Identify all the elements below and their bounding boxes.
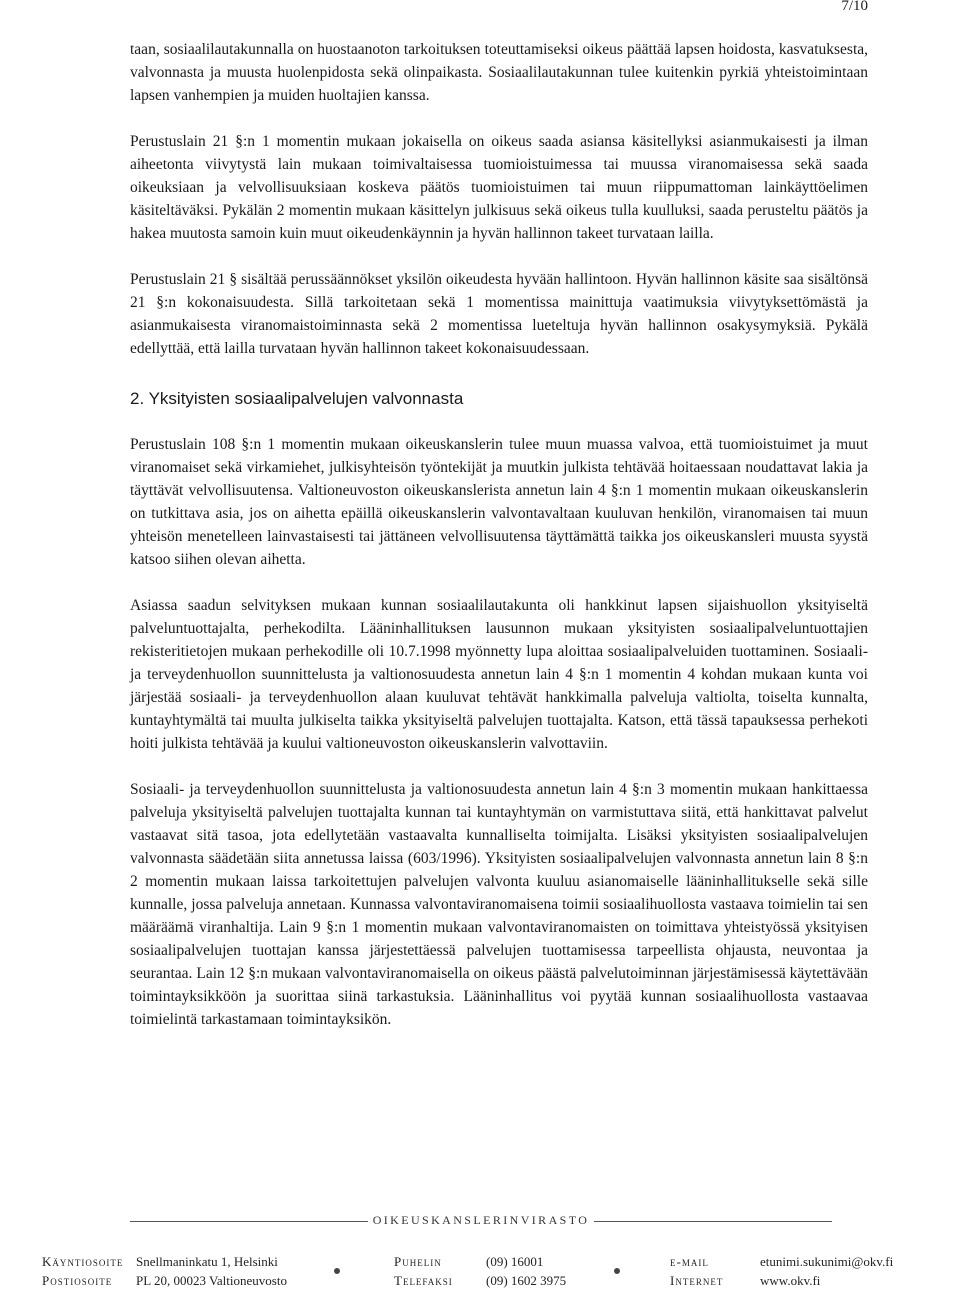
postal-address-label: Postiosoite [42,1273,113,1288]
paragraph: Sosiaali- ja terveydenhuollon suunnittelusta ja valtionosuudesta annetun lain 4 §:n 3 momentin mukaan hankittaessa palveluja yksityiseltä palvelujen tuottajalta kunnan tai kuntayhtymän on varmistuttava siitä, että hankittavat palvelut vastaavat sitä tasoa, jota edellytetään vastaavalta kunnalliselta toimijalta. Lisäksi yksityisten sosiaalipalvelujen valvonnasta säädetään siita annetussa laissa (603/1996). Yksityisten sosiaalipalvelujen valvonnasta annetun lain 8 §:n 2 momentin mukaan laissa tarkoitettujen palvelujen valvonta kuuluu asianomaiselle lääninhallitukselle sekä sille kunnalle, jossa palveluja annetaan. Kunnassa valvontaviranomaisena toimii sosiaalihuollosta vastaava toimielin tai sen määräämä viranhaltija. Lain 9 §:n 1 momentin mukaan valvontaviranomaisten on toimittava yhteistyössä yksityisen sosiaalipalvelujen tuottajan kanssa järjestettäessä palvelujen tuottamisessa tarpeellista ohjausta, neuvontaa ja seurantaa. Lain 12 §:n mukaan valvontaviranomaisella on oikeus päästä palvelutoiminnan järjestämisessä käytettävään toimintayksikköön ja suorittaa siinä tarkastuksia. Lääninhallitus voi pyytää kunnan sosiaalihuollosta vastaavaa toimielintä tarkastamaan toimintayksikön. [130,781,868,1028]
paragraph: Perustuslain 21 § sisältää perussäännökset yksilön oikeudesta hyvään hallintoon. Hyvän hallinnon käsite saa sisältönsä 21 §:n kokonaisuudesta. Sillä tarkoitetaan sekä 1 momentissa mainittuja vaatimuksia viivytyksettömästä ja asianmukaisesta viranomaistoiminnasta sekä 2 momentissa lueteltuja hyvän hallinnon osakysymyksiä. Pykälä edellyttää, että lailla turvataan hyvän hallinnon takeet kokonaisuudessaan. [130,271,868,357]
visiting-address-label: Käyntiosoite [42,1254,124,1269]
divider [130,1221,368,1222]
paragraph: Asiassa saadun selvityksen mukaan kunnan sosiaalilautakunta oli hankkinut lapsen sijaishuollon yksityiseltä palveluntuottajalta, perhekodilta. Lääninhallituksen lausunnon mukaan yksityisten sosiaalipalveluntuottajien rekisteritietojen mukaan perhekodille oli 10.7.1998 myönnetty lupa aloittaa sosiaalipalveluiden tuottaminen. Sosiaali- ja terveydenhuollon suunnittelusta ja valtionosuudesta annetun lain 4 §:n 1 momentin 4 kohdan mukaan kunta voi järjestää sosiaali- ja terveydenhuollon alaan kuuluvat tehtävät hankkimalla palveluja valtiolta, toiselta kunnalta, kuntayhtymältä tai muulta julkiselta taikka yksityiseltä palvelujen tuottajalta. Katson, että tässä tapauksessa perhekoti hoiti julkista tehtävää ja kuului valtioneuvoston oikeuskanslerin valvottaviin. [130,597,868,752]
paragraph: Perustuslain 108 §:n 1 momentin mukaan oikeuskanslerin tulee muun muassa valvoa, että tuomioistuimet ja muut viranomaiset sekä virkamiehet, julkisyhteisön työntekijät ja muutkin julkista tehtävää hoitaessaan noudattavat lakia ja täyttävät velvollisuutensa. Valtioneuvoston oikeuskanslerista annetun lain 4 §:n 1 momentin mukaan oikeuskanslerin on tutkittava asia, jos on aihetta epäillä oikeuskanslerin valvontavaltaan kuuluvan henkilön, viranomaisen tai muun yhteisön menetelleen lainvastaisesti tai jättäneen velvollisuutensa täyttämättä taikka jos oikeuskansleri muusta syystä katsoo siihen olevan aihetta. [130,436,868,568]
paragraph: Perustuslain 21 §:n 1 momentin mukaan jokaisella on oikeus saada asiansa käsitellyksi asianmukaisesti ja ilman aiheetonta viivytystä lain mukaan toimivaltaisessa tuomioistuimessa tai muussa viranomaisessa sekä saada oikeuksiaan ja velvollisuuksiaan koskeva päätös tuomioistuimen tai muun riippumattoman lainkäyttöelimen käsiteltäväksi. Pykälän 2 momentin mukaan käsittelyn julkisuus sekä oikeus tulla kuulluksi, saada perusteltu päätös ja hakea muutosta samoin kuin muut oikeudenkäynnin ja hyvän hallinnon takeet turvataan lailla. [130,133,868,242]
separator-dot-icon [334,1268,340,1274]
paragraph: taan, sosiaalilautakunnalla on huostaanoton tarkoituksen toteuttamiseksi oikeus päättää lapsen hoidosta, kasvatuksesta, valvonnasta ja muusta huolenpidosta sekä olinpaikasta. Sosiaalilautakunnan tulee kuitenkin pyrkiä yhteistoimintaan lapsen vanhempien ja muiden huoltajien kanssa. [130,41,868,104]
email-link[interactable]: etunimi.sukunimi@okv.fi [760,1254,894,1269]
divider [594,1221,832,1222]
visiting-address: Snellmaninkatu 1, Helsinki [136,1254,278,1269]
fax-number: (09) 1602 3975 [486,1273,567,1288]
phone-label: Puhelin [394,1254,442,1269]
section-heading: 2. Yksityisten sosiaalipalvelujen valvonnasta [130,389,464,408]
page-number: 7/10 [841,0,868,14]
document-body [130,38,868,1031]
footer-organization [0,1213,960,1233]
internet-label: Internet [670,1273,724,1288]
organization-name: OIKEUSKANSLERINVIRASTO [372,1213,590,1227]
phone-number: (09) 16001 [486,1254,544,1269]
fax-label: Telefaksi [394,1273,453,1288]
email-label: e-mail [670,1254,709,1269]
postal-address: PL 20, 00023 Valtioneuvosto [136,1273,287,1288]
website-link[interactable]: www.okv.fi [760,1273,821,1288]
separator-dot-icon [614,1268,620,1274]
